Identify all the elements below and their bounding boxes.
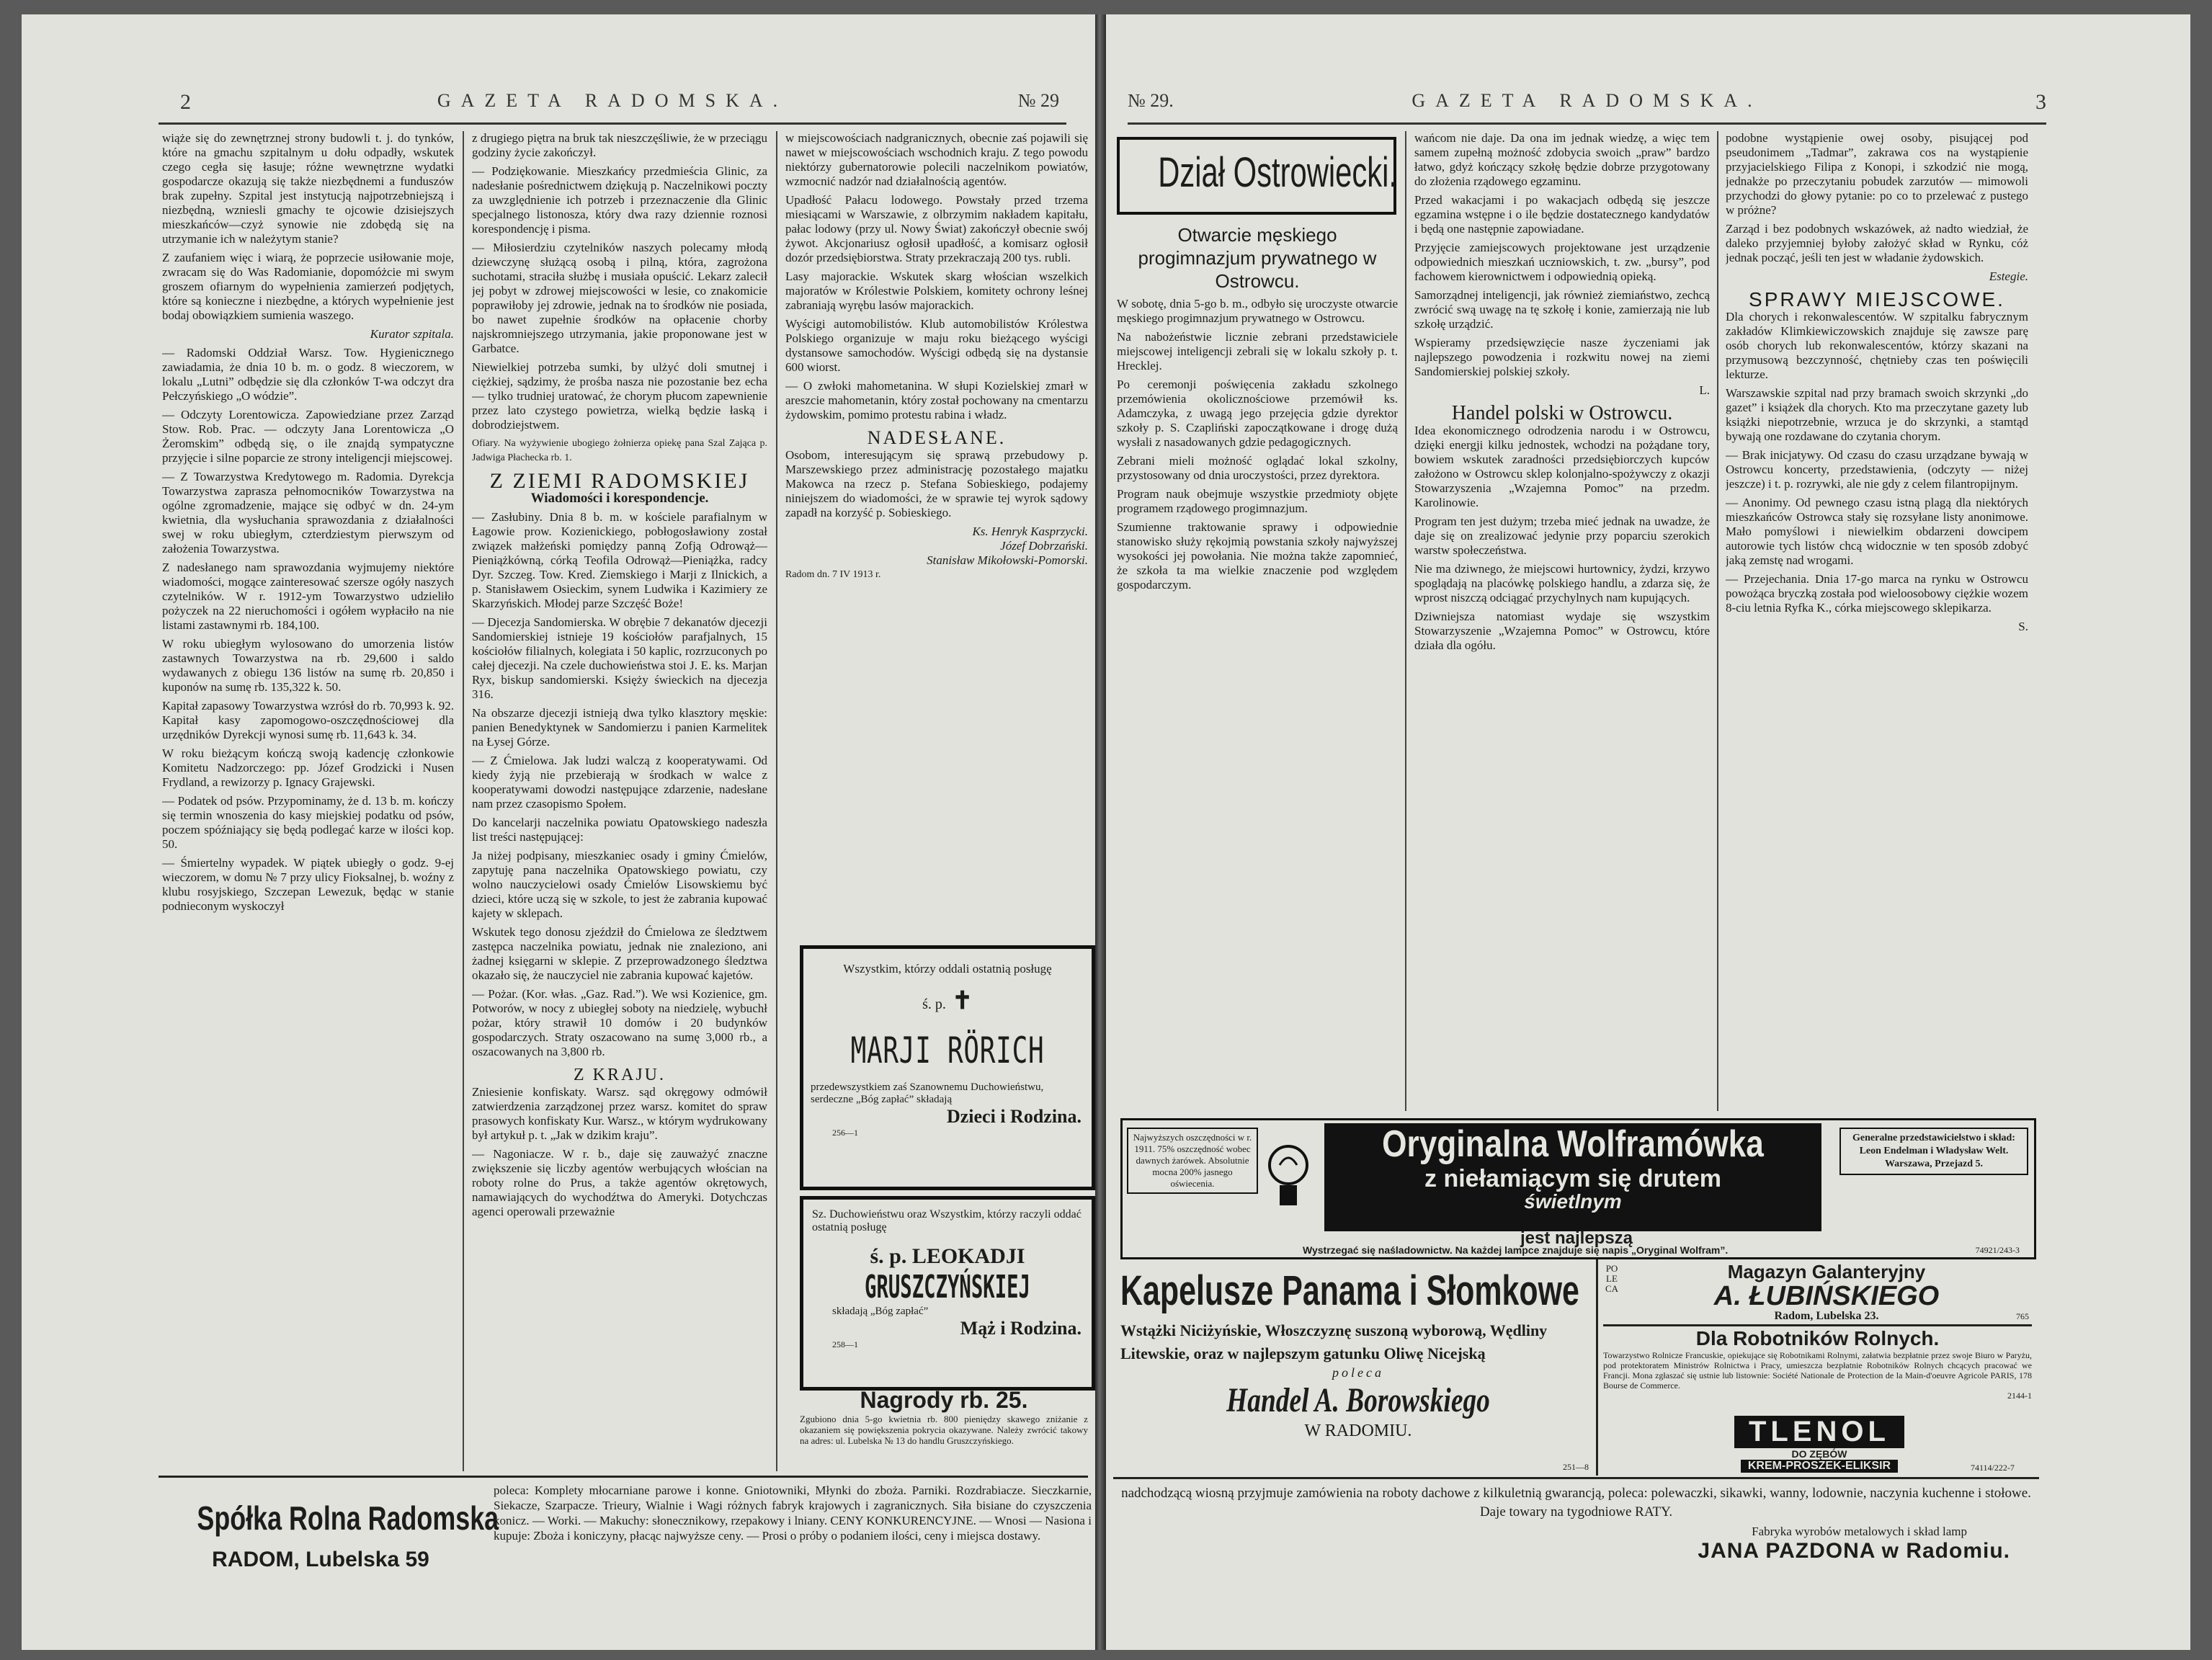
paragraph: Zniesienie konfiskaty. Warsz. sąd okręgowy odmówił zatwierdzenia zarządzonej przez warsz. komitet do spraw prasowych konfiskaty Kur. Warsz., w którym wydrukowany był artykuł p. t. „Jak w dzikim kraju”. bbox=[472, 1085, 767, 1142]
lubinski-line1: Magazyn Galanteryjny bbox=[1727, 1261, 1926, 1282]
paragraph: wiąże się do zewnętrznej strony budowli t. j. do tynków, które na gmachu szpitalnym u dołu odpadły, wskutek czego cegła się łasuje; różne wewnętrzne wydatki gospodarcze okazują się także niezbędnemi a funduszów brak zupełny. Szpital jest instytucją najpotrzebniejszą i niezbędną, wzniesli gmachy te ojcowie dzisiejszych mieszkańców—czyż synowie nie zdobędą się na utrzymanie ich w należytym stanie? bbox=[162, 131, 454, 246]
paragraph: — Śmiertelny wypadek. W piątek ubiegły o godz. 9-ej wieczorem, w domu № 7 przy ulicy Fioksalnej, b. woźny z klubu rosyjskiego, Szczepan Lewezuk, będąc w stanie podnieconym wyskoczył bbox=[162, 856, 454, 913]
page-gutter bbox=[1095, 14, 1106, 1650]
column-divider bbox=[463, 131, 464, 1471]
newspaper-spread bbox=[22, 14, 2190, 1650]
paragraph: Upadłość Pałacu lodowego. Powstały przed trzema miesiącami w Warszawie, z olbrzymim nakładem kapitału, pałac lodowy (przy ul. Nowy Świat) zakończył obecnie swój żywot. Akcjonariusz ogłosił upadłość, a komisarz ogłosił dozór przedsiębiorstwa. Straty przekraczają 200 tys. rubli. bbox=[785, 193, 1088, 264]
paragraph: — Odczyty Lorentowicza. Zapowiedziane przez Zarząd Stow. Rob. Prac. — odczyty Jana Lorentowicza „O Żeromskim” odbędą się, o ile znajdą sympatyczne przyjęcie i silne poparcie ze strony inteligencji miejscowej. bbox=[162, 408, 454, 465]
wolfram-subtitle: z niełamiącym się drutem bbox=[1424, 1165, 1721, 1192]
header-rule bbox=[1128, 122, 2046, 125]
section-heading: NADESŁANE. bbox=[867, 427, 1007, 448]
pazdon-firm: JANA PAZDONA w Radomiu. bbox=[1698, 1539, 2010, 1563]
spolka-rolna-text: poleca: Komplety młocarniane parowe i konne. Gniotowniki, Młynki do zboża. Parniki. Rozdrabiacze. Sieczkarnie, Siekacze, Szarpacze. Trieury, Wialnie i Wagi różnych fabryk krajowych i zagranicznych. Siła bisiane do czyszczenia konicz. — Worki. — Makuchy: słonecznikowy, rzepakowy i lniany. CENY KONKURENCYJNE. — Wnosi — Nasiona i kupuje: Zboża i koniczyny, płacąc najwyższe ceny. — Prosi o próby o podaniem ilości, ceny i miejsca dostawy. bbox=[494, 1483, 1092, 1543]
section-subheading: Wiadomości i korespondencje. bbox=[530, 491, 709, 506]
paragraph: W roku ubiegłym wylosowano do umorzenia listów zastawnych Towarzystwa na rb. 29,600 i saldo wydawanych z obiegu 136 listów na sumę rb. 20,850 i kuponów na sumę rb. 135,322 k. 50. bbox=[162, 637, 454, 694]
paragraph: Lasy majorackie. Wskutek skarg włościan wszelkich majoratów w Królestwie Polskiem, komitety ochrony leśnej zabraniają wyrębu lasów majorackich. bbox=[785, 269, 1088, 312]
wolfram-agents: Generalne przedstawicielstwo i skład: Leon Endelman i Władysław Welt. Warszawa, Przejazd 5. bbox=[1839, 1128, 2028, 1175]
signature: Stanisław Mikołowski-Pomorski. bbox=[927, 553, 1088, 567]
panama-poleca: poleca bbox=[1332, 1365, 1384, 1380]
paragraph: Przyjęcie zamiejscowych projektowane jest urządzenie odpowiednich mieszkań uczniowskich, t. zw. „bursy”, pod fachowem kierownictwem i odpowiednią opieką. bbox=[1414, 241, 1710, 283]
paragraph: Na obszarze djecezji istnieją dwa tylko klasztory męskie: panien Benedyktynek w Sandomierzu i panien Karmelitek na Łysej Górze. bbox=[472, 706, 767, 749]
paragraph: Wyścigi automobilistów. Klub automobilistów Królestwa Polskiego organizuje w maju roku bieżącego wyścigi dystansowe samochodów. Wyścigi odbędą się na dystansie 600 wiorst. bbox=[785, 317, 1088, 374]
tlenol-sub2: KREM-PROSZEK-ELIKSIR bbox=[1741, 1460, 1898, 1473]
left-column-3 bbox=[785, 131, 1088, 938]
ad-ref: 256—1 bbox=[832, 1128, 858, 1138]
paragraph: W roku bieżącym kończą swoją kadencję członkowie Komitetu Nadzorczego: pp. Józef Grodzicki i Nusen Frydland, a rewizorzy p. Ignacy Grajewski. bbox=[162, 746, 454, 789]
paragraph: — Podziękowanie. Mieszkańcy przedmieścia Glinic, za nadesłanie pośrednictwem dziękują p. Naczelnikowi poczty za uwzględnienie ich potrzeb i przeznaczenie dla Glinic specjalnego listonosza, który dwa razy dziennie roznosi korespondencję i pisma. bbox=[472, 164, 767, 236]
paragraph: Po ceremonji poświęcenia zakładu szkolnego przemówienia okolicznościowe przemówił ks. Adamczyka, z uwagą jego przejęcia gdzie dyrektor szkoły p. S. Czapliński zapoczątkowane i drogę dużą wysłali z nasadowanych gdzie pedagogicznych. bbox=[1117, 378, 1398, 449]
company-address: RADOM, Lubelska 59 bbox=[212, 1548, 429, 1571]
obituary-body: składają „Bóg zapłać” bbox=[832, 1306, 929, 1317]
paragraph: Program nauk obejmuje wszystkie przedmioty objęte programem rządowego progimnazjum. bbox=[1117, 487, 1398, 515]
paragraph: Idea ekonomicznego odrodzenia narodu i w Ostrowcu, dzięki energji kilku jednostek, wchodzi na pożądane tory, bowiem wskutek zaradności przedsiębiorczych kupców założono w Ostrowcu sklep kolonjalno-spożywczy z okazji Stowarzyszenia „Wzajemna Pomoc” na przedm. Karolinowie. bbox=[1414, 424, 1710, 509]
section-heading: SPRAWY MIEJSCOWE. bbox=[1749, 288, 2005, 311]
ad-ref: 258—1 bbox=[832, 1339, 858, 1349]
paragraph: — Miłosierdziu czytelników naszych polecamy młodą dziewczynę służącą osobą i pilną, która, zagrożona suchotami, straciła służbę i musiała opuścić. Lekarz zalecił jej pobyt w zdrowej miejscowości w lesie, co znakomicie poprawiłoby jej zdrowie, jednak na to środków nie posiada, bo nawet zupełnie środków na opłacenie chorby najskromniejszego utrzymania, jakie proponowane jest w Garbatce. bbox=[472, 241, 767, 355]
obituary-name: ś. p. LEOKADJI bbox=[870, 1244, 1025, 1268]
obituary-name: MARJI RÖRICH bbox=[850, 1030, 1045, 1071]
paragraph: Ja niżej podpisany, mieszkaniec osady i gminy Ćmielów, zapytuję pana naczelnika Opatowskiego powiatu, czy wolno nauczycielowi osady Ćmielów Lisowskiemu być dzieci, które uczą się w szkole, to jest że zabrania kupować kajety w sklepach. bbox=[472, 849, 767, 920]
spolka-rolna-ad bbox=[162, 1484, 499, 1592]
lightbulb-icon bbox=[1267, 1129, 1310, 1223]
wolfram-subtitle-2: świetlnym bbox=[1524, 1190, 1622, 1213]
wolfram-tagline: jest najlepszą bbox=[1520, 1228, 1633, 1248]
section-heading: Handel polski w Ostrowcu. bbox=[1451, 402, 1673, 424]
ad-ref: 74114/222-7 bbox=[1971, 1463, 2015, 1473]
robotnicy-ad bbox=[1603, 1327, 2032, 1408]
tlenol-name: TLENOL bbox=[1734, 1416, 1904, 1448]
paragraph: Na nabożeństwie licznie zebrani przedstawiciele miejscowej inteligencji zebrali się w lokalu szkoły p. t. Hrecklej. bbox=[1117, 330, 1398, 372]
paragraph: — Brak inicjatywy. Od czasu do czasu urządzane bywają w Ostrowcu koncerty, przedstawienia, (odczyty — niżej jeszcze) i t. p. rozrywki, ale nie gdy z celem filantropijnym. bbox=[1726, 448, 2028, 491]
issue-number: № 29. bbox=[1128, 90, 1174, 111]
reward-text: Zgubiono dnia 5-go kwietnia rb. 800 pieniędzy skawego zniżanie z okazaniem się powiększenia pokrycia okazywane. Należy zwrócić takowy na adres: ul. Lubelska № 13 do handlu Gruszczyńskiego. bbox=[800, 1414, 1088, 1446]
paragraph: Do kancelarji naczelnika powiatu Opatowskiego nadeszła list treści następującej: bbox=[472, 816, 767, 844]
right-column-1 bbox=[1117, 223, 1398, 1110]
signature: Estegie. bbox=[1989, 269, 2028, 283]
paragraph: Osobom, interesującym się sprawą przebudowy p. Marszewskiego przez administrację pozostałego majatku Makowca na rzecz p. Stefana Sobieskiego, podajemy niniejszem do wiadomości, że w sprawie tej wyrok sądowy zapadł na korzyść p. Sobieskiego. bbox=[785, 448, 1088, 519]
paragraph: — Z Towarzystwa Kredytowego m. Radomia. Dyrekcja Towarzystwa zaprasza pełnomocników Towarzystwa na ogólne zgromadzenie, mające się odbyć w dn. 24-ym kwietnia, dla wysłuchania sprawozdania z działalności swej w roku ubiegłym, czterdziestym pierwszym od założenia Towarzystwa. bbox=[162, 470, 454, 555]
obituary-prefix: ś. p. bbox=[922, 996, 946, 1012]
signature: Kurator szpitala. bbox=[370, 327, 454, 341]
paragraph: Szumienne traktowanie sprawy i odpowiednie stanowisko służy rękojmią powstania szkoły najwyższej wysokości jej powołania. Nie można także zapomnieć, że szkoła ta ma wielkie znaczenie pod względem gospodarczym. bbox=[1117, 520, 1398, 592]
panama-text: Wstążki Niciżyńskie, Włoszczyznę suszoną wyborową, Wędliny Litewskie, oraz w najlepszym gatunku Oliwę Nicejską bbox=[1120, 1321, 1548, 1362]
ad-ref: 2144-1 bbox=[2007, 1391, 2032, 1401]
wolfram-badge: Najwyższych oszczędności w r. 1911. 75% oszczędność wobec dawnych żarówek. Absolutnie mocna 200% jasnego oświecenia. bbox=[1127, 1128, 1258, 1194]
paragraph: Zarząd i bez podobnych wskazówek, aż nadto wiedział, że daleko przyjemniej byłoby założyć skład w Rynku, cóż jednak począć, jeśli ten jest w władanie żydowskich. bbox=[1726, 222, 2028, 264]
reward-title: Nagrody rb. 25. bbox=[860, 1387, 1028, 1413]
paragraph: Program ten jest dużym; trzeba mieć jednak na uwadze, że daje się on zrealizować jedynie przy poparciu szerokich warstw społeczeństwa. bbox=[1414, 514, 1710, 557]
lubinski-name: A. ŁUBIŃSKIEGO bbox=[1713, 1281, 1940, 1311]
column-divider bbox=[776, 131, 777, 1471]
headline: Otwarcie męskiego progimnazjum prywatnego w Ostrowcu. bbox=[1138, 224, 1377, 292]
obituary-rorich bbox=[800, 945, 1095, 1190]
left-column-2 bbox=[472, 131, 767, 1471]
paragraph: z drugiego piętra na bruk tak nieszczęśliwie, że w przeciągu godziny życie zakończył. bbox=[472, 131, 767, 159]
obituary-signed: Dzieci i Rodzina. bbox=[946, 1106, 1082, 1127]
signature: Ks. Henryk Kasprzycki. bbox=[972, 525, 1088, 538]
page-number: 3 bbox=[2035, 90, 2046, 114]
lubinski-address: Radom, Lubelska 23. bbox=[1774, 1310, 1879, 1322]
paragraph: Nie ma dziwnego, że miejscowi hurtownicy, żydzi, krzywo spoglądają na placówkę polskiego handlu, a zdarza się, że wprost niszczą odciągać przychylnych nam kupujących. bbox=[1414, 562, 1710, 604]
ad-ref: 765 bbox=[2016, 1311, 2029, 1321]
paragraph: Przed wakacjami i po wakacjach odbędą się jeszcze egzamina wstępne i o ile będzie dostatecznego kandydatów i będą one następnie zapowiadane. bbox=[1414, 193, 1710, 236]
paragraph: — O zwłoki mahometanina. W słupi Kozielskiej zmarł w areszcie mahometanin, który został pochowany na cmentarzu żydowskim, pomimo protestu rabina i władz. bbox=[785, 379, 1088, 421]
obituary-gruszczynska bbox=[800, 1196, 1095, 1391]
paragraph: — Anonimy. Od pewnego czasu istną plagą dla niektórych mieszkańców Ostrowca stały się rozsyłane listy anonimowe. Mało pomyślowi i niewielkim obdarzeni dowcipem autorowie tych listów chcą widocznie w ten sposób zdobyć jaką zemstę nad wrogami. bbox=[1726, 496, 2028, 567]
panama-firm: Handel A. Borowskiego bbox=[1226, 1381, 1490, 1419]
obituary-signed: Mąż i Rodzina. bbox=[960, 1318, 1082, 1339]
section-title-box bbox=[1117, 137, 1396, 215]
obituary-surname: GRUSZCZYŃSKIEJ bbox=[865, 1269, 1030, 1306]
paragraph: — Djecezja Sandomierska. W obrębie 7 dekanatów djecezji Sandomierskiej istnieje 19 kościołów parafjalnych, 15 kościołów filialnych, kolegiata i 50 kaplic, rozrzuconych po całej djecezji. Na czele duchowieństwa stoi J. E. ks. Marjan Ryx, biskup sandomierski. Księży świeckich na djecezja 316. bbox=[472, 615, 767, 701]
paragraph: Z nadesłanego nam sprawozdania wyjmujemy niektóre wiadomości, mogące zainteresować szersze ogóły naszych czytelników. W r. 1912-ym Towarzystwo udzieliło pożyczek na 22 nieruchomości i ogółem wypłaciło na nie listami zastawnymi rb. 184,100. bbox=[162, 561, 454, 632]
column-divider bbox=[1717, 131, 1718, 1111]
robotnicy-title: Dla Robotników Rolnych. bbox=[1695, 1327, 1940, 1349]
reward-notice bbox=[800, 1387, 1088, 1466]
pazdon-text: nadchodzącą wiosną przyjmuje zamówienia na roboty dachowe z kilkuletnią gwarancją, poleca: polewaczki, sikawki, wanny, lodownie, naczynia kuchenne i stołowe. Daje towary na tygodniowe RATY. bbox=[1121, 1486, 2031, 1520]
pazdon-ad bbox=[1120, 1484, 2032, 1614]
right-column-3 bbox=[1726, 131, 2028, 1111]
left-page bbox=[22, 14, 1095, 1650]
tlenol-sub1: DO ZĘBÓW bbox=[1791, 1448, 1847, 1460]
ad-ref: 74921/243-3 bbox=[1975, 1245, 2020, 1255]
lubinski-poleca: POLECA bbox=[1605, 1263, 1619, 1294]
section-heading: Z ZIEMI RADOMSKIEJ bbox=[489, 469, 750, 493]
signature: L. bbox=[1699, 383, 1710, 397]
wolfram-title: Oryginalna Wolframówka bbox=[1382, 1123, 1764, 1165]
bottom-ad-rule bbox=[159, 1476, 1088, 1478]
paragraph: Zebrani mieli możność oglądać lokal szkolny, przystosowany od dnia uroczystości, przez dyrektora. bbox=[1117, 454, 1398, 482]
paragraph: Ofiary. Na wyżywienie ubogiego żołnierza opiekę pana Szal Zająca p. Jadwiga Płachecka rb. 1. bbox=[472, 438, 767, 463]
ad-ref: 251—8 bbox=[1563, 1462, 1589, 1472]
company-name: Spółka Rolna Radomska bbox=[197, 1499, 499, 1537]
right-page-header bbox=[1128, 90, 2046, 119]
page-number: 2 bbox=[180, 90, 191, 114]
column-divider bbox=[1405, 131, 1406, 1111]
signature: Józef Dobrzański. bbox=[1000, 539, 1088, 553]
paragraph: Samorządnej inteligencji, jak również ziemiaństwo, zechcą zwrócić swą uwagę na tę szkołę i konie, zamierzają nie lub szkołę urządzić. bbox=[1414, 288, 1710, 331]
obituary-intro: Sz. Duchowieństwu oraz Wszystkim, którzy raczyli oddać ostatnią posługę bbox=[812, 1208, 1082, 1233]
dateline: Radom dn. 7 IV 1913 r. bbox=[785, 569, 881, 580]
paragraph: podobne wystąpienie owej osoby, pisującej pod pseudonimem „Tadmar”, zakrawa cos na wystąpienie przyjacielskiego Filipa z Konopi, i szkodzić nie mogą, jednakże po przeczytaniu pobudek zarzutów — mimowoli przychodzi do głowy pytanie: po co to przelewać z pustego w próżne? bbox=[1726, 131, 2028, 217]
cross-icon: ✝ bbox=[952, 988, 973, 1014]
signature: S. bbox=[2018, 620, 2028, 633]
paragraph: w miejscowościach nadgranicznych, obecnie zaś pojawili się nawet w miejscowościach wschodnich kraju. Z tego powodu niektórzy gubernatorowie polecili naczelnikom powiatów, wzmocnić nadzór nad działalnością agentów. bbox=[785, 131, 1088, 188]
lubinski-ad bbox=[1603, 1259, 2032, 1326]
wolfram-ad bbox=[1120, 1118, 2036, 1259]
panama-title: Kapelusze Panama i Słomkowe bbox=[1120, 1267, 1579, 1314]
paragraph: wańcom nie daje. Da ona im jednak wiedzę, a więc tem samem zupełną możność zdobycia swoich „praw” bardzo łatwo, gdyż kończący szkołę będzie dobrze przygotowany do złożenia rządowego egzaminu. bbox=[1414, 131, 1710, 188]
paragraph: Wskutek tego donosu zjeździł do Ćmielowa ze śledztwem zastępca naczelnika powiatu, jednak nie znaleziono, ani żadnej księgarni w sklepie. Z przeprowadzonego śledztwa okazało się, że nauczyciel nie zabrania kupować kajetów. bbox=[472, 925, 767, 982]
section-heading: Z KRAJU. bbox=[573, 1066, 666, 1084]
obituary-body: przedewszystkiem zaś Szanownemu Duchowieństwu, serdeczne „Bóg zapłać” składają bbox=[811, 1081, 1044, 1105]
paragraph: — Podatek od psów. Przypominamy, że d. 13 b. m. kończy się termin wnoszenia do kasy miejskiej podatku od psów, poczem spóźniający się będą podlegać karze w ilości kop. 50. bbox=[162, 794, 454, 851]
wolfram-banner bbox=[1324, 1123, 1821, 1231]
right-page bbox=[1106, 14, 2190, 1650]
bottom-ad-rule bbox=[1113, 1477, 2039, 1479]
left-column-1 bbox=[162, 131, 454, 1471]
right-column-2 bbox=[1414, 131, 1710, 1111]
paragraph: Wspieramy przedsięwzięcie nasze życzeniami jak najlepszego powodzenia i rozkwitu nowej na ziemi Sandomierskiej polskiej szkoły. bbox=[1414, 336, 1710, 378]
paragraph: — Radomski Oddział Warsz. Tow. Hygienicznego zawiadamia, że dnia 10 b. m. o godz. 8 wieczorem, w lokalu „Lutni” odbędzie się dla członków T-wa odczyt dra Pełczyńskiego „O wódzie”. bbox=[162, 346, 454, 403]
paragraph: — Pożar. (Kor. włas. „Gaz. Rad.”). We wsi Kozienice, gm. Potworów, w nocy z ubiegłej soboty na niedzielę, wybuchł pożar, który strawił 10 domów i 20 budynków gospodarczych. Straty oszacowano na sumę 3,000 rb., a oszacowanych na 3,800 rb. bbox=[472, 987, 767, 1058]
paragraph: Kapitał zapasowy Towarzystwa wzrósł do rb. 70,993 k. 92. Kapitał kasy zapomogowo-oszczędnościowej dla urzędników Dyrekcji wynosi sumę rb. 11,643 k. 34. bbox=[162, 699, 454, 741]
panama-city: W RADOMIU. bbox=[1304, 1422, 1412, 1440]
obituary-intro: Wszystkim, którzy oddali ostatnią posługę bbox=[843, 962, 1052, 976]
running-title: GAZETA RADOMSKA. bbox=[437, 90, 788, 111]
pazdon-subline: Fabryka wyrobów metalowych i skład lamp bbox=[1752, 1525, 1967, 1538]
paragraph: Dziwniejsza natomiast wydaje się wszystkim Stowarzyszenie „Wzajemna Pomoc” w Ostrowcu, które działa dla ogółu. bbox=[1414, 610, 1710, 652]
header-rule bbox=[159, 122, 1066, 125]
paragraph: — Z Ćmielowa. Jak ludzi walczą z kooperatywami. Od kiedy żyją nie przebierają w środkach w walce z kooperatywami dowodzi następujące zdarzenie, nadesłane nam przez czasopismo Społem. bbox=[472, 754, 767, 811]
paragraph: W sobotę, dnia 5-go b. m., odbyło się uroczyste otwarcie męskiego progimnazjum prywatnego w Ostrowcu. bbox=[1117, 297, 1398, 325]
paragraph: — Zasłubiny. Dnia 8 b. m. w kościele parafialnym w Łagowie prow. Kozienickiego, pobłogosławiony został związek małżeński pomiędzy panną Zofją Odrowąż—Pieniążkówną, córką Teofila Odrowąż—Pieniążka, radcy Dyr. Szczeg. Tow. Kred. Ziemskiego i Marji z Ilnickich, a p. Stanisławem Osieckim, synem Ludwika i Kazimiery ze Skarzyńskich. Młodej parze Szczęść Boże! bbox=[472, 510, 767, 610]
paragraph: Warszawskie szpital nad przy bramach swoich skrzynki „do gazet” i książek dla chorych. Kto ma przeczytane gazety lub książki niepotrzebnie, wrzuca je do skrzynki, a stamtąd bywają one rozdawane do czytania chorym. bbox=[1726, 386, 2028, 443]
running-title: GAZETA RADOMSKA. bbox=[1412, 90, 1762, 111]
section-title: Dział Ostrowiecki. bbox=[1158, 149, 1398, 196]
left-page-header bbox=[159, 90, 1066, 119]
paragraph: Niewielkiej potrzeba sumki, by ulżyć doli smutnej i ciężkiej, sądzimy, że prośba nasza nie pozostanie bez echa — tylko trudniej uratować, że chorym płucom zapewnienie przez lato czystego powietrza, wielką będzie łaską i dobrodziejstwem. bbox=[472, 360, 767, 432]
paragraph: Dla chorych i rekonwalescentów. W szpitalku fabrycznym zakładów Klimkiewiczowskich znajduje się zawsze parę osób chorych lub rekonwalescentów, którzy skazani na przymusową bezczynność, chętnieby czas ten poświęcili lekturze. bbox=[1726, 310, 2028, 381]
panama-ad bbox=[1120, 1259, 1598, 1476]
robotnicy-text: Towarzystwo Rolnicze Francuskie, opiekujące się Robotnikami Rolnymi, załatwia bezpłatnie przez swoje Biuro w Paryżu, pod protektoratem Ministrów Rolnictwa i Pracy, umieszcza bezpłatnie Robotników Rolnych chcących pracować we Francji. Mona zgłaszać się ustnie lub listownie: Société Nationale de Protection de la Main-d'oeuvre Agricole PARIS, 178 Bourse de Commerce. bbox=[1603, 1350, 2032, 1391]
paragraph: Z zaufaniem więc i wiarą, że poprzecie usiłowanie moje, zwracam się do Was Radomianie, dopomóżcie mi swym groszem ofiarnym do wypełnienia zamierzeń podjętych, które są konieczne i niezbędne, a których wypełnienie jest bodaj obowiązkiem sumienia waszego. bbox=[162, 251, 454, 322]
paragraph: — Nagoniacze. W r. b., daje się zauważyć znaczne zwiększenie się liczby agentów werbujących włościan na roboty rolne do Prus, a także agentów okrętowych, namawiających do wychodźtwa do Ameryki. Dotychczas agenci operowali przeważnie bbox=[472, 1147, 767, 1218]
wolfram-footer: Wystrzegać się naśladownictw. Na każdej lampce znajduje się napis „Oryginal Wolfram”. bbox=[1303, 1244, 1729, 1256]
paragraph: — Przejechania. Dnia 17-go marca na rynku w Ostrowcu powożąca bryczką została pod wieloosobowy ciężkie wozem 8-ciu letnia Ryfka K., córka miejscowego sklepikarza. bbox=[1726, 572, 2028, 615]
tlenol-ad bbox=[1646, 1416, 1992, 1473]
issue-number: № 29 bbox=[1017, 90, 1059, 111]
